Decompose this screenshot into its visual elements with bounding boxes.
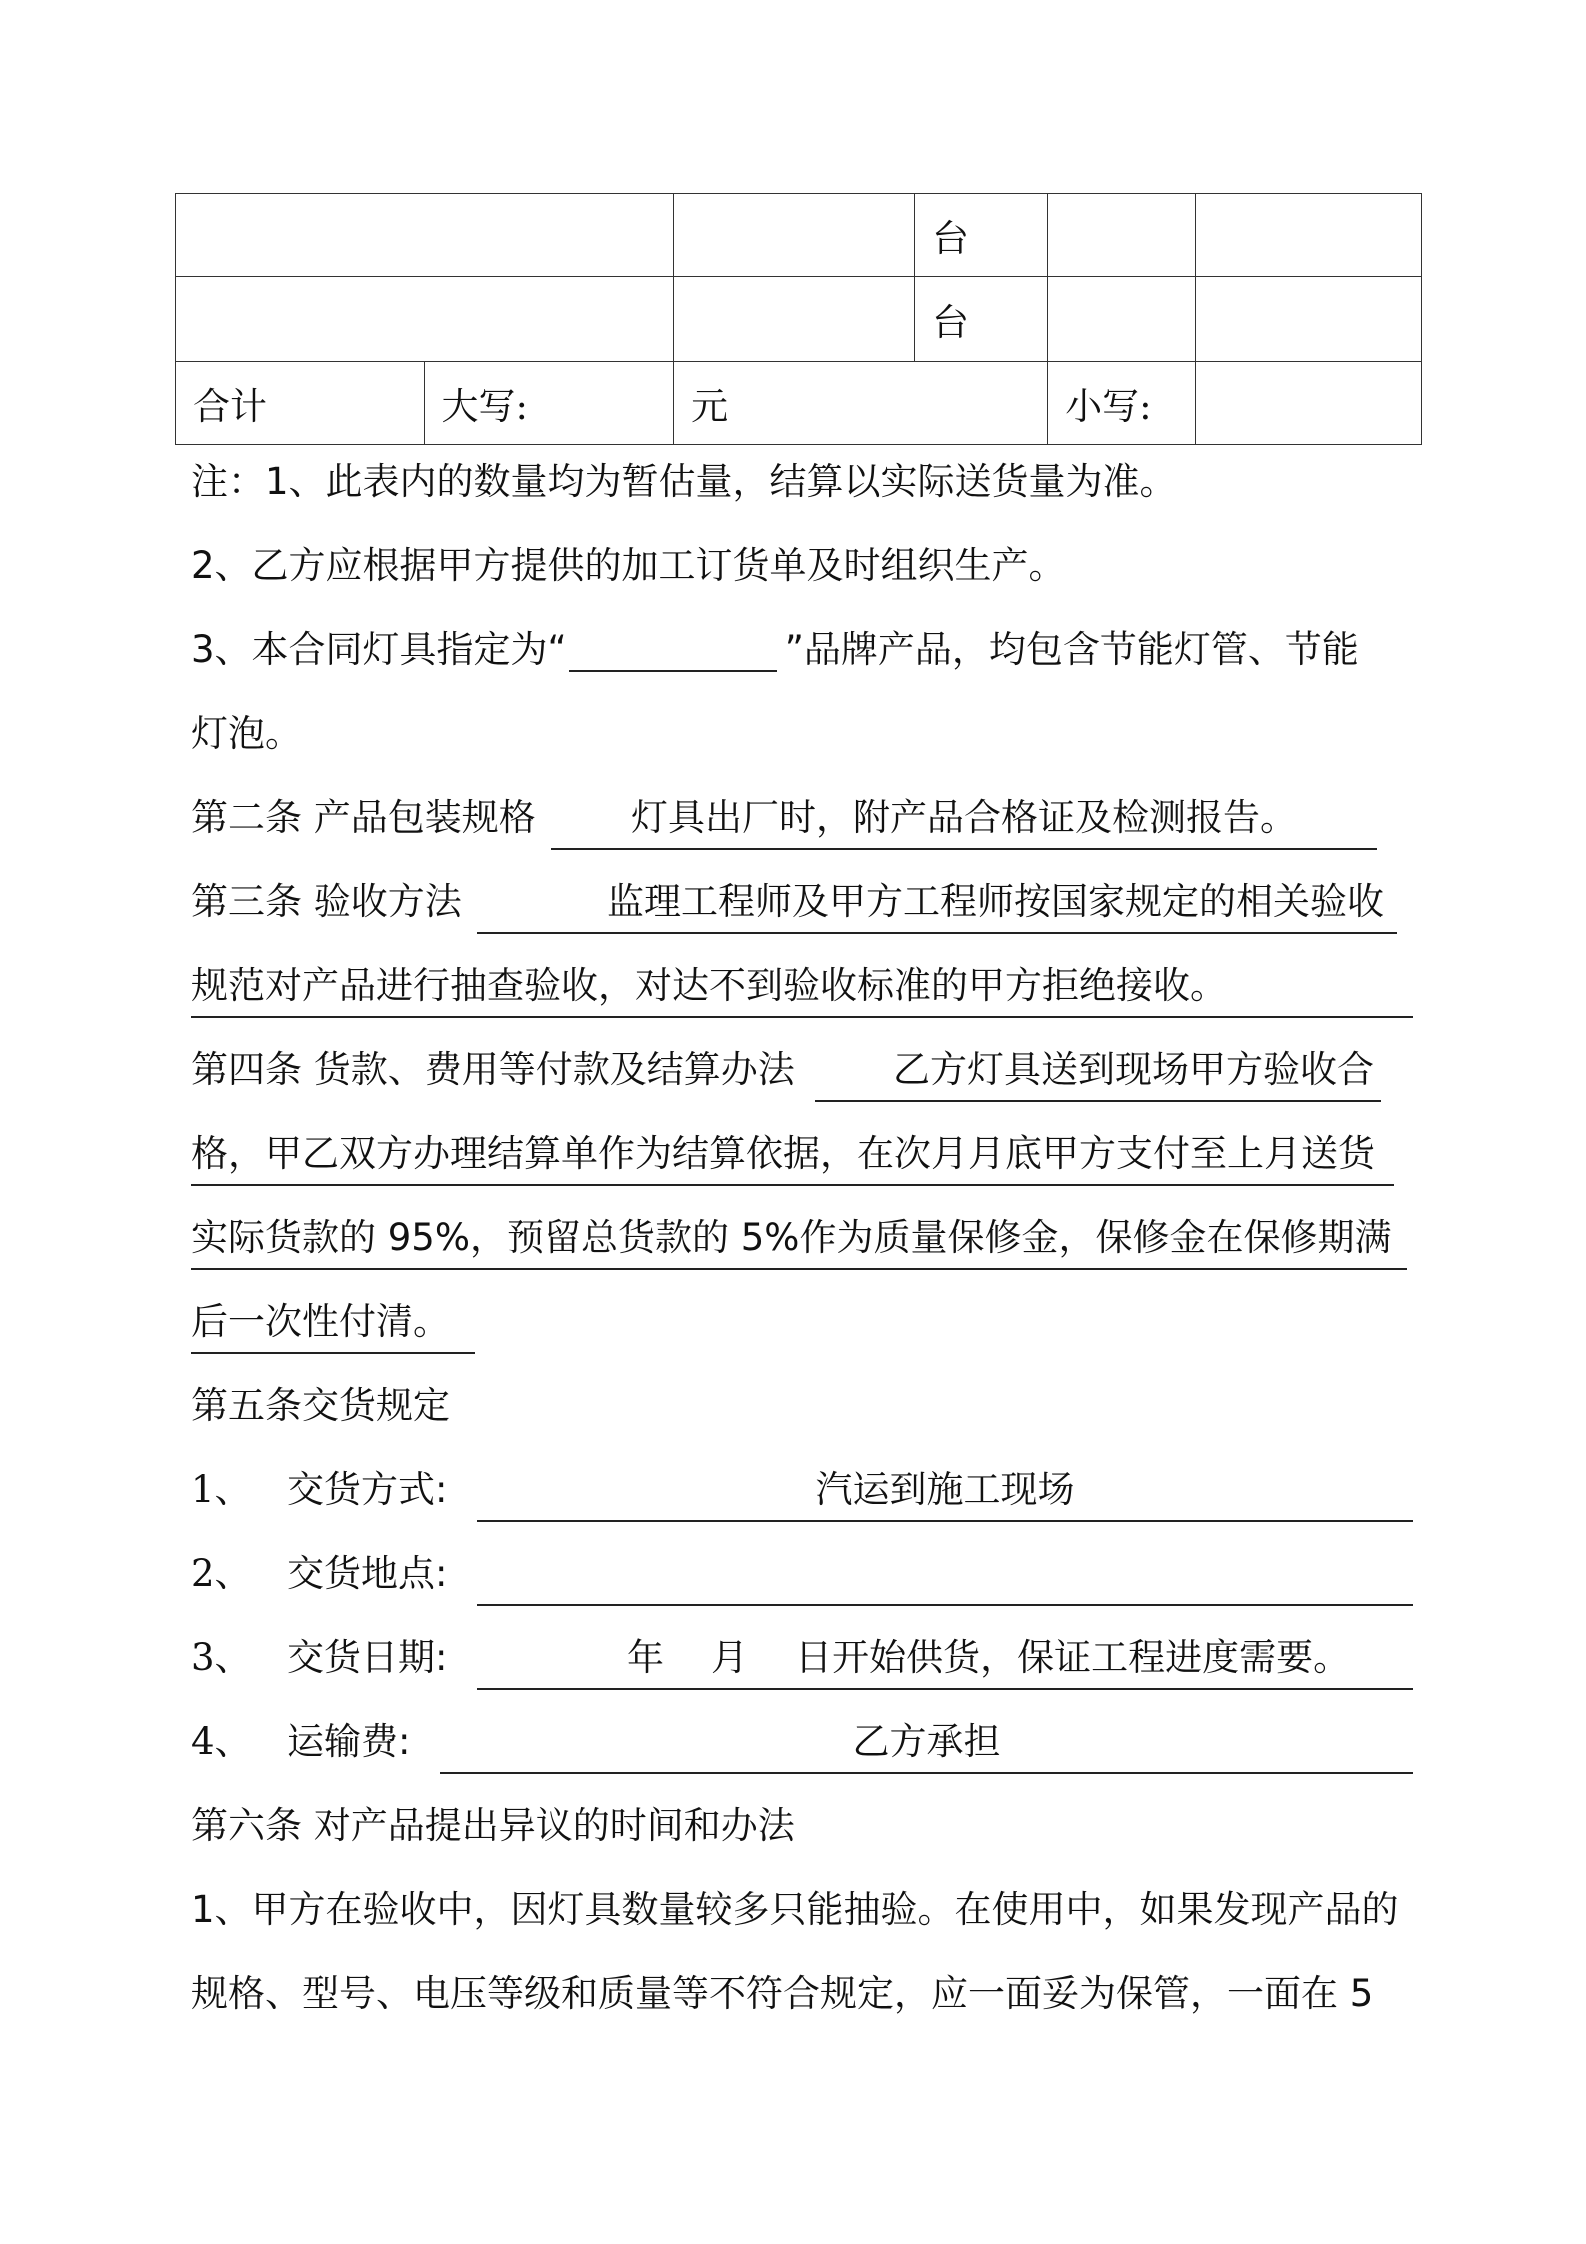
daxie-label: 大写: xyxy=(424,362,674,445)
item-label: 交货地点: xyxy=(287,1552,448,1595)
article-2-value: 灯具出厂时，附产品合格证及检测报告。 xyxy=(551,796,1377,850)
article-4-value-2: 格，甲乙双方办理结算单作为结算依据，在次月月底甲方支付至上月送货 xyxy=(191,1132,1394,1186)
total-row xyxy=(176,362,1422,445)
delivery-item-2 xyxy=(191,1552,447,1596)
table-cell xyxy=(1195,194,1421,277)
items-table xyxy=(175,193,1422,445)
table-row xyxy=(176,194,1422,277)
transport-fee-value: 乙方承担 xyxy=(440,1720,1413,1774)
article-6-title: 第六条 对产品提出异议的时间和办法 xyxy=(191,1804,795,1847)
table-row xyxy=(176,277,1422,362)
article-4-title: 第四条 货款、费用等付款及结算办法 xyxy=(191,1048,795,1091)
note-3 xyxy=(191,628,1359,672)
table-cell xyxy=(1048,194,1196,277)
article-4-value-3: 实际货款的 95%，预留总货款的 5%作为质量保修金，保修金在保修期满 xyxy=(191,1216,1407,1270)
total-label: 合计 xyxy=(176,362,425,445)
item-label: 交货日期: xyxy=(287,1636,448,1679)
item-number: 2、 xyxy=(191,1552,252,1595)
article-6-line-2: 规格、型号、电压等级和质量等不符合规定，应一面妥为保管，一面在 5 xyxy=(191,1972,1374,2015)
unit-cell: 台 xyxy=(914,194,1047,277)
table-cell xyxy=(674,194,915,277)
note-3-suffix: ”品牌产品，均包含节能灯管、节能 xyxy=(784,628,1359,671)
table-cell xyxy=(1195,277,1421,362)
note-2: 2、乙方应根据甲方提供的加工订货单及时组织生产。 xyxy=(191,544,1066,587)
item-label: 运输费: xyxy=(287,1720,411,1763)
delivery-method-value: 汽运到施工现场 xyxy=(477,1468,1413,1522)
table-cell xyxy=(1048,277,1196,362)
brand-blank xyxy=(569,632,777,672)
item-number: 3、 xyxy=(191,1636,252,1679)
delivery-location-value xyxy=(477,1552,1413,1606)
delivery-item-3 xyxy=(191,1636,447,1680)
article-3-value-1: 监理工程师及甲方工程师按国家规定的相关验收 xyxy=(477,880,1397,934)
article-6-line-1: 1、甲方在验收中，因灯具数量较多只能抽验。在使用中，如果发现产品的 xyxy=(191,1888,1399,1931)
yuan-label: 元 xyxy=(674,362,1048,445)
table-cell xyxy=(176,194,674,277)
article-4-value-4: 后一次性付清。 xyxy=(191,1300,475,1354)
xiaoxie-value xyxy=(1195,362,1421,445)
note-3-prefix: 3、本合同灯具指定为“ xyxy=(191,628,567,671)
table-cell xyxy=(176,277,674,362)
delivery-item-1 xyxy=(191,1468,447,1512)
xiaoxie-label: 小写: xyxy=(1048,362,1196,445)
table-cell xyxy=(674,277,915,362)
article-2-title: 第二条 产品包装规格 xyxy=(191,796,536,839)
article-3-title: 第三条 验收方法 xyxy=(191,880,462,923)
unit-cell: 台 xyxy=(914,277,1047,362)
note-1: 注：1、此表内的数量均为暂估量，结算以实际送货量为准。 xyxy=(191,460,1177,503)
article-3-value-2: 规范对产品进行抽查验收，对达不到验收标准的甲方拒绝接收。 xyxy=(191,964,1413,1018)
article-5-title: 第五条交货规定 xyxy=(191,1384,450,1427)
item-label: 交货方式: xyxy=(287,1468,448,1511)
note-3-cont: 灯泡。 xyxy=(191,712,302,755)
item-number: 4、 xyxy=(191,1720,252,1763)
item-number: 1、 xyxy=(191,1468,252,1511)
delivery-item-4 xyxy=(191,1720,410,1764)
delivery-date-value: 年 月 日开始供货，保证工程进度需要。 xyxy=(477,1636,1413,1690)
article-4-value-1: 乙方灯具送到现场甲方验收合 xyxy=(815,1048,1381,1102)
